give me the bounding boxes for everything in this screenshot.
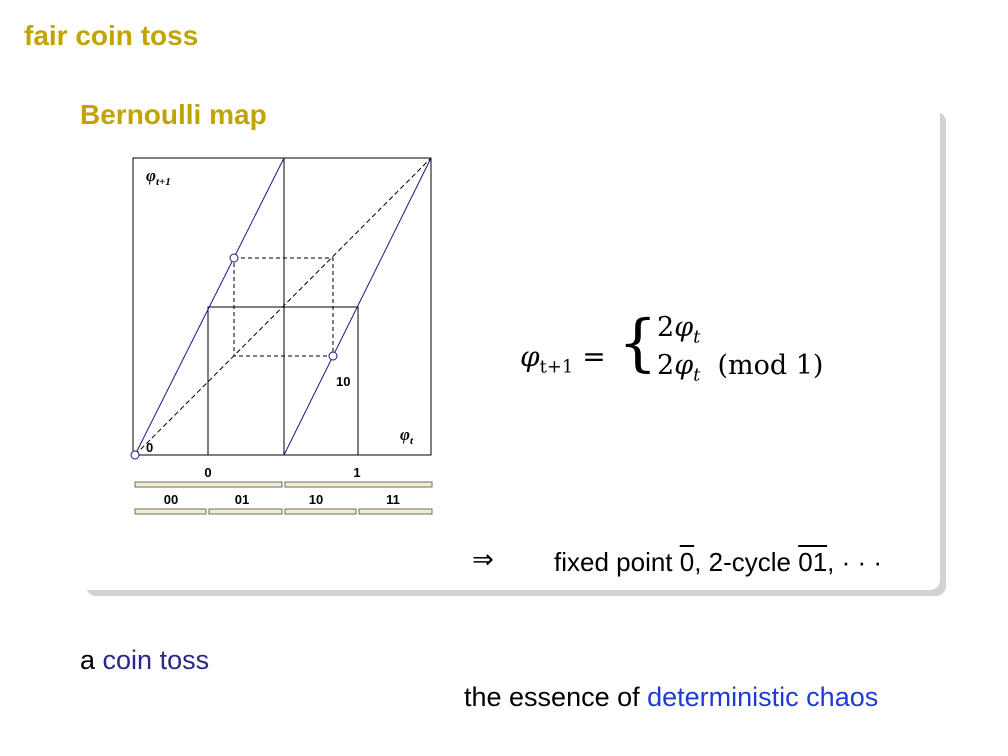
formula-case-1: $2\varphi_t$ (657, 312, 701, 348)
coin-toss-statement: a coin toss (80, 645, 210, 675)
cycle-point-label: 10 (336, 374, 351, 389)
partition-label-10: 10 (308, 492, 324, 507)
partition-label-00: 00 (163, 492, 179, 507)
chaos-highlight: deterministic chaos (647, 682, 879, 712)
y-axis-label: $\varphi_{t+1}$ (146, 166, 171, 188)
partition-bar-10 (285, 509, 356, 514)
implies-arrow: ⇒ (472, 545, 494, 575)
x-axis-label: $\varphi_t$ (400, 425, 414, 447)
result-text: fixed point 0, 2-cycle 01, · · · (554, 547, 883, 577)
partition-bar-00 (135, 509, 206, 514)
partition-label-0: 0 (204, 465, 212, 480)
formula-brace: { (618, 306, 658, 379)
fixed-point-value: 0 (679, 547, 695, 577)
cycle-value: 01 (798, 547, 828, 577)
partition-bar-1 (285, 482, 432, 487)
partition-bar-01 (209, 509, 282, 514)
formula-lhs: $\varphi_{t+1}$ = (520, 340, 606, 378)
partition-bar-0 (135, 482, 282, 487)
partition-label-01: 01 (234, 492, 250, 507)
formula-case-2: $2\varphi_t$ (mod 1) (657, 350, 824, 386)
partition-label-11: 11 (386, 492, 400, 507)
partition-label-1: 1 (353, 465, 361, 480)
chaos-statement: the essence of deterministic chaos (464, 682, 879, 712)
partition-bar-11 (359, 509, 432, 514)
origin-label: 0 (146, 440, 154, 455)
cycle-point-marker-upper (230, 254, 238, 262)
block-title: Bernoulli map (80, 99, 267, 130)
diagonal-dashed (135, 158, 431, 455)
fixed-point-marker (131, 451, 139, 459)
cycle-point-marker-lower (329, 352, 337, 360)
frame-title: fair coin toss (24, 20, 199, 51)
coin-toss-highlight: coin toss (102, 645, 210, 675)
